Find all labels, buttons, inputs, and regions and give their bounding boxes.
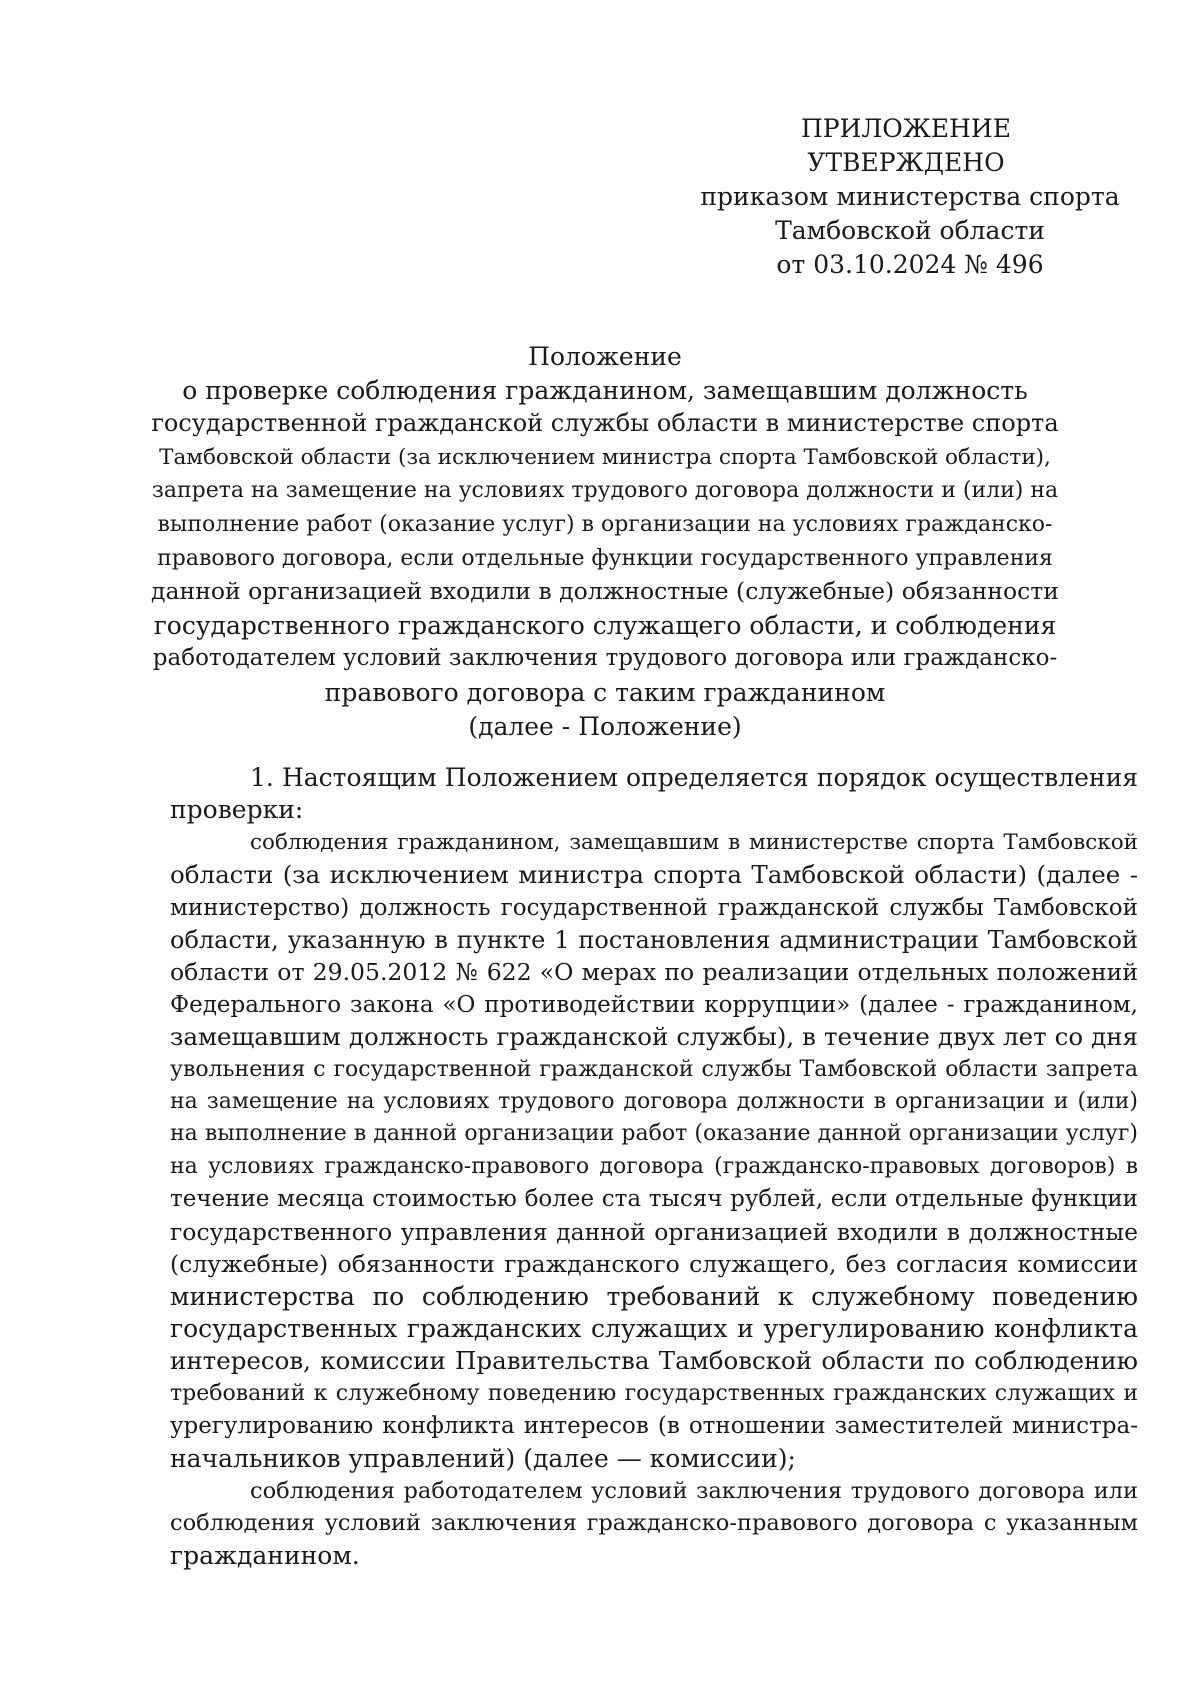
approval-header [700, 112, 1120, 282]
body-line: урегулированию конфликта интересов (в отношении заместителей министра- [170, 1413, 1138, 1440]
body-line: государственных гражданских служащих и урегулированию конфликта [170, 1313, 1138, 1343]
body-line: соблюдения работодателем условий заключения трудового договора или [250, 1477, 1138, 1504]
body-line: Федерального закона «О противодействии коррупции» (далее - гражданином, [170, 991, 1138, 1018]
title-line: о проверке соблюдения гражданином, замещавшим должность [182, 375, 1028, 405]
approving-region-line: Тамбовской области [775, 216, 1045, 245]
body-line: на замещение на условиях трудового договора должности в организации и (или) [170, 1089, 1138, 1115]
body-line: области, указанную в пункте 1 постановления администрации Тамбовской [170, 926, 1138, 955]
body-line: области (за исключением министра спорта Тамбовской области) (далее - [170, 860, 1138, 890]
body-line: течение месяца стоимостью более ста тысяч рублей, если отдельные функции [170, 1186, 1138, 1213]
title-line: Положение [528, 342, 682, 371]
title-line: данной организацией входили в должностные (служебные) обязанности [151, 577, 1059, 606]
body-line: (служебные) обязанности гражданского служащего, без согласия комиссии [170, 1250, 1138, 1279]
appendix-label: ПРИЛОЖЕНИЕ [801, 114, 1011, 143]
body-line: требований к служебному поведению государственных гражданских служащих и [170, 1380, 1138, 1406]
approved-label: УТВЕРЖДЕНО [807, 148, 1005, 177]
body-line: гражданином. [170, 1540, 360, 1570]
body-line: 1. Настоящим Положением определяется порядок осуществления [250, 763, 1138, 792]
title-line: государственного гражданского служащего области, и соблюдения [153, 610, 1057, 640]
body-line: министерство) должность государственной гражданской службы Тамбовской [170, 894, 1138, 921]
body-line: начальников управлений) (далее — комиссии); [170, 1443, 796, 1473]
title-line: (далее - Положение) [468, 711, 742, 741]
body-line: на выполнение в данной организации работ (оказание данной организации услуг) [170, 1121, 1138, 1147]
title-line: выполнение работ (оказание услуг) в организации на условиях гражданско- [157, 511, 1053, 537]
paragraph-3 [170, 1475, 1138, 1572]
body-line: области от 29.05.2012 № 622 «О мерах по реализации отдельных положений [170, 958, 1138, 987]
document-title [150, 340, 1060, 743]
body-line: интересов, комиссии Правительства Тамбовской области по соблюдению [170, 1346, 1138, 1376]
body-line: государственного управления данной организацией входили в должностные [170, 1217, 1138, 1246]
order-date-number: от 03.10.2024 № 496 [776, 250, 1044, 279]
paragraph-2 [170, 827, 1138, 1475]
body-line: на условиях гражданско-правового договора (гражданско-правовых договоров) в [170, 1153, 1138, 1179]
document-body [170, 762, 1138, 1572]
body-line: соблюдения условий заключения гражданско-правового договора с указанным [170, 1510, 1138, 1537]
title-line: правового договора, если отдельные функции государственного управления [157, 545, 1053, 571]
body-line: проверки: [170, 795, 304, 825]
body-line: министерства по соблюдению требований к служебному поведению [170, 1281, 1138, 1311]
title-line: государственной гражданской службы области в министерстве спорта [151, 409, 1059, 438]
body-line: замещавшим должность гражданской службы), в течение двух лет со дня [170, 1022, 1138, 1052]
body-line: увольнения с государственной гражданской службы Тамбовской области запрета [170, 1056, 1138, 1082]
title-line: работодателем условий заключения трудового договора или гражданско- [152, 645, 1058, 672]
title-line: запрета на замещение на условиях трудового договора должности и (или) на [151, 478, 1059, 504]
title-line: правового договора с таким гражданином [324, 677, 886, 707]
approving-order-line: приказом министерства спорта [700, 182, 1120, 211]
paragraph-1 [170, 762, 1138, 827]
title-line: Тамбовской области (за исключением министра спорта Тамбовской области), [159, 444, 1051, 470]
body-line: соблюдения гражданином, замещавшим в министерстве спорта Тамбовской [250, 829, 1138, 855]
